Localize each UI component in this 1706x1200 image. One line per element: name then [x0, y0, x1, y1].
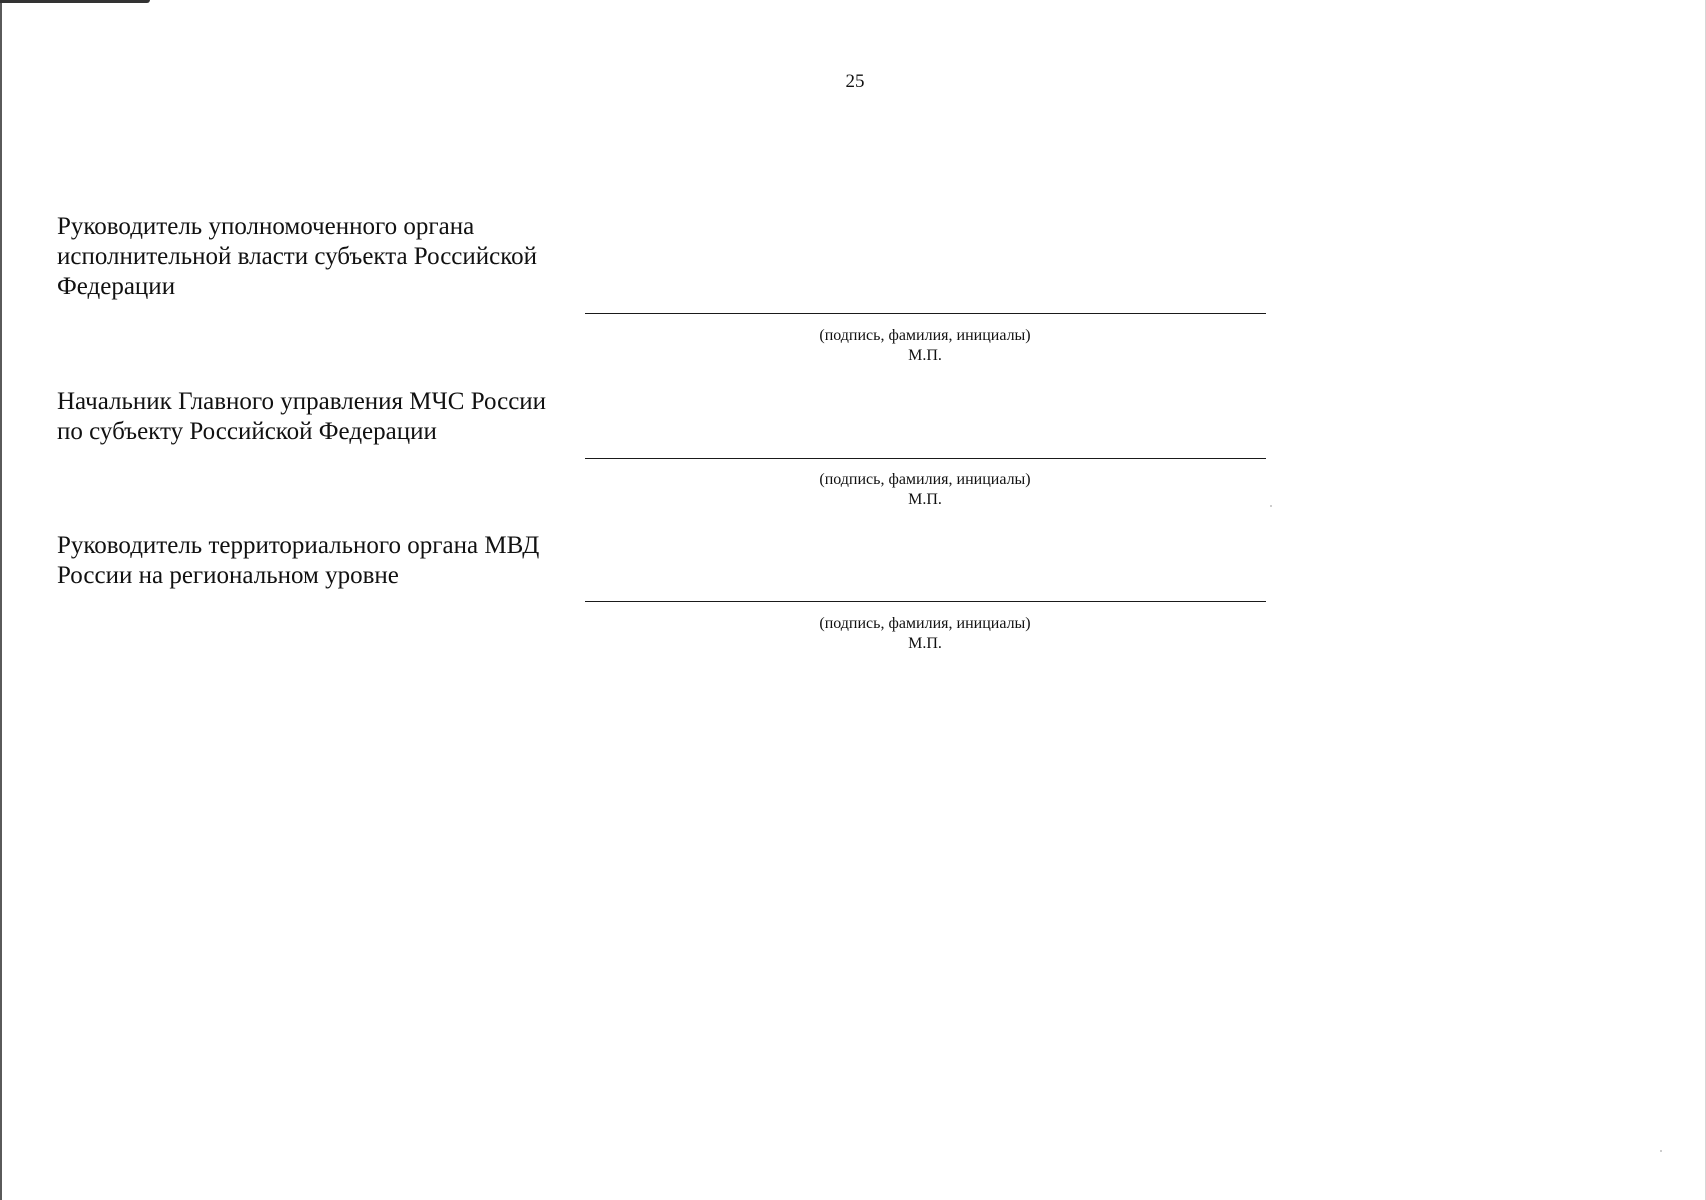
- page-number: 25: [845, 71, 865, 92]
- signatory-title-line: России на региональном уровне: [57, 562, 399, 589]
- signature-caption: [785, 470, 1065, 510]
- scan-speck: [1270, 505, 1272, 507]
- signature-line: [585, 313, 1266, 314]
- scan-edge-left: [0, 0, 2, 1200]
- stamp-place-label: М.П.: [908, 491, 942, 508]
- signatory-title: [57, 387, 617, 447]
- signature-hint: (подпись, фамилия, инициалы): [819, 615, 1031, 632]
- signatory-title-line: по субъекту Российской Федерации: [57, 418, 437, 445]
- stamp-place-label: М.П.: [908, 347, 942, 364]
- scan-speck: [1660, 1150, 1662, 1152]
- signatory-title-line: Начальник Главного управления МЧС России: [57, 388, 547, 415]
- signature-caption: [785, 326, 1065, 366]
- signatory-title-line: Руководитель территориального органа МВД: [57, 532, 540, 559]
- signature-caption: [785, 614, 1065, 654]
- signatory-title-line: Федерации: [57, 273, 176, 300]
- scan-corner-mark: [0, 0, 150, 3]
- signatory-title-line: исполнительной власти субъекта Российской: [57, 243, 538, 270]
- signature-hint: (подпись, фамилия, инициалы): [819, 327, 1031, 344]
- signature-line: [585, 458, 1266, 459]
- signatory-title: [57, 212, 617, 302]
- signature-line: [585, 601, 1266, 602]
- stamp-place-label: М.П.: [908, 635, 942, 652]
- signatory-title: [57, 531, 617, 591]
- signature-hint: (подпись, фамилия, инициалы): [819, 471, 1031, 488]
- signatory-title-line: Руководитель уполномоченного органа: [57, 213, 475, 240]
